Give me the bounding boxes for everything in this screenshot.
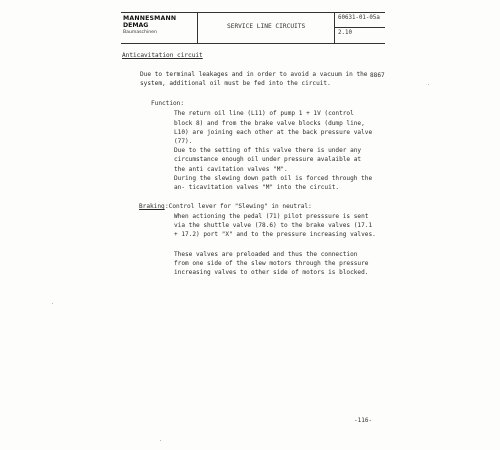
brand-name: MANNESMANN [123,15,177,22]
braking-line: When actioning the pedal (71) pilot presssure is sent [174,213,369,220]
brand-division: Baumaschinen [123,30,157,35]
function-line: block 8) and from the brake valve blocks (dump line, [174,120,365,127]
document-number: 60631-01-05a [338,15,380,21]
function-line: During the slewing down path oil is forced through the [174,175,373,182]
braking-line: + 17.2) port "X" and to the pressure increasing valves. [174,231,376,238]
header-divider [334,27,385,28]
function-line: circumstance enough oil under pressure avalaible at [174,156,362,163]
intro-line: Due to terminal leakages and in order to avoid a vacuum in the [140,71,368,78]
scan-speck [52,303,53,304]
function-line: L10) are joining each other at the back pressure valve [174,129,373,136]
function-line: Due to the setting of this valve there is under any [174,147,362,154]
braking-line: These valves are preloaded and thus the connection [174,251,358,258]
scan-speck [428,84,429,85]
braking-label: Braking [139,203,165,210]
function-line: (77). [174,138,193,145]
document-version: 2.10 [338,30,352,36]
header-top-rule [121,12,385,13]
braking-line: :Control lever for "Slewing" in neutral: [165,203,312,210]
intro-line: system, additional oil must be fed into the circuit. [140,80,331,87]
braking-line: via the shuttle valve (78.6) to the brake valves (17.1 [174,222,373,229]
header-bottom-rule [121,43,385,44]
header-block [121,12,385,46]
function-line: The return oil line (L11) of pump 1 + 1V (control [174,110,354,117]
function-line: an- ticavitation valves "M" into the circuit. [174,184,340,191]
document-title: SERVICE LINE CIRCUITS [227,23,306,30]
function-line: the anti cavitation valves "M". [174,166,288,173]
braking-line: from one side of the slew motors through the pressure [174,260,369,267]
margin-reference: 8867 [370,72,385,79]
braking-line: increasing valves to other side of motors is blocked. [174,269,369,276]
brand-subname: DEMAG [123,22,149,29]
function-label: Function: [151,100,185,107]
page-number: -116- [354,417,373,424]
header-divider [197,12,198,43]
section-heading: Anticavitation circuit [122,52,203,59]
scan-speck [160,440,161,441]
